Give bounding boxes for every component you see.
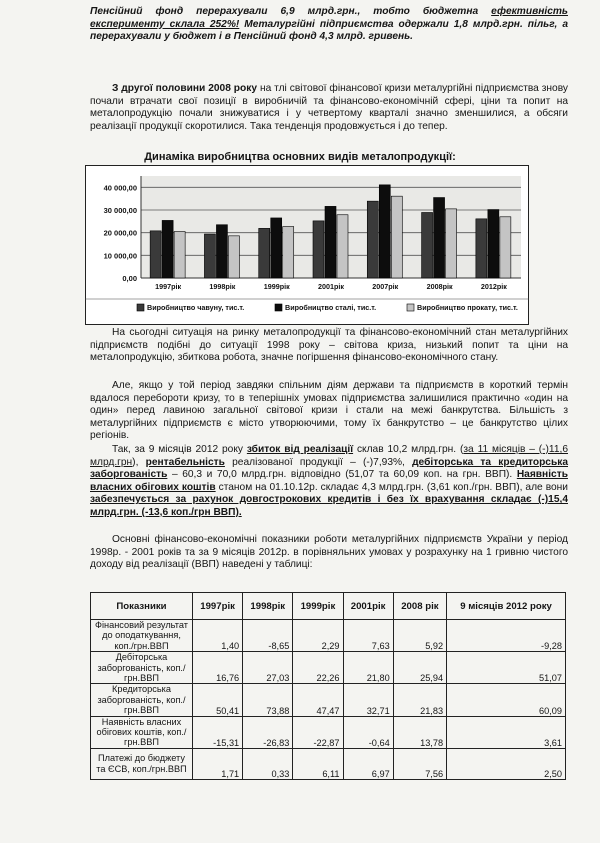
table-cell: 7,63 xyxy=(343,620,393,652)
table-cell: -15,31 xyxy=(193,716,243,748)
table-cell: 73,88 xyxy=(243,684,293,716)
table-cell: 5,92 xyxy=(393,620,446,652)
row-label: Наявність власних обігових коштів, коп./грн.ВВП xyxy=(91,716,193,748)
table-cell: 7,56 xyxy=(393,748,446,779)
x-tick-label: 2008рік xyxy=(426,282,453,291)
y-tick-label: 30 000,00 xyxy=(103,206,137,215)
table-cell: -8,65 xyxy=(243,620,293,652)
header-1998: 1998рік xyxy=(243,593,293,620)
crisis-lead: З другої половини 2008 року xyxy=(112,83,257,94)
results-credit-note: забезпечується за рахунок довгострокових кредитів і без їх врахування складає (-)15,4 млрд.грн. (-13,6 коп./грн ВВП). xyxy=(90,494,568,518)
bar xyxy=(337,215,348,278)
legend-label: Виробництво чавуну, тис.т. xyxy=(147,303,245,312)
header-1997: 1997рік xyxy=(193,593,243,620)
intro-sentence-2: Металургійні підприємства одержали 1,8 млрд.грн. пільг, а перерахували у бюджет і в Пенсійний фонд 4,3 млрд. гривень. xyxy=(90,18,568,43)
results-working-capital-value: станом на 01.10.12р. складає 4,3 млрд.грн. (3,61 коп./грн. ВВП), але вони xyxy=(218,481,568,493)
bar xyxy=(391,196,402,278)
table-cell: -22,87 xyxy=(293,716,343,748)
bar xyxy=(488,210,499,278)
table-cell: 1,71 xyxy=(193,748,243,779)
y-tick-label: 40 000,00 xyxy=(103,183,137,193)
legend-swatch xyxy=(137,304,144,311)
bar xyxy=(422,212,433,278)
bar xyxy=(283,227,294,278)
header-2008: 2008 рік xyxy=(393,593,446,620)
header-2001: 2001рік xyxy=(343,593,393,620)
bar xyxy=(367,201,378,278)
paragraph-crisis-2008 xyxy=(90,83,568,133)
table-cell: 50,41 xyxy=(193,684,243,716)
table-cell: 3,61 xyxy=(447,716,566,748)
bar xyxy=(379,185,390,278)
bar xyxy=(434,198,445,278)
table-cell: 16,76 xyxy=(193,652,243,684)
row-label: Платежі до бюджету та ЄСВ, коп./грн.ВВП xyxy=(91,748,193,779)
y-tick-label: 0,00 xyxy=(122,274,137,283)
production-chart xyxy=(85,165,529,325)
table-cell: 6,97 xyxy=(343,748,393,779)
y-tick-label: 10 000,00 xyxy=(103,251,137,261)
x-tick-label: 1999рік xyxy=(263,282,290,291)
legend-swatch xyxy=(407,304,414,311)
results-paren-close: ), xyxy=(132,456,139,468)
intro-sentence-1: Пенсійний фонд перерахували 6,9 млрд.грн., тобто бюджетна xyxy=(90,6,479,17)
table-cell: 13,78 xyxy=(393,716,446,748)
table-cell: -0,64 xyxy=(343,716,393,748)
x-tick-label: 1997рік xyxy=(155,282,182,291)
paragraph-2012-results xyxy=(90,444,568,520)
table-cell: 2,50 xyxy=(447,748,566,779)
bar xyxy=(476,219,487,278)
bar xyxy=(174,232,185,278)
results-working-capital-label: Наявність власних обігових коштів xyxy=(90,469,568,493)
table-cell: 60,09 xyxy=(447,684,566,716)
table-cell: 27,03 xyxy=(243,652,293,684)
results-loss-value: склав 10,2 млрд.грн. ( xyxy=(356,444,464,455)
x-tick-label: 2012рік xyxy=(480,282,507,291)
row-label: Дебіторська заборгованість, коп./грн.ВВП xyxy=(91,652,193,684)
bar xyxy=(313,221,324,278)
bar xyxy=(216,225,227,278)
table-cell: 0,33 xyxy=(243,748,293,779)
results-prefix: Так, за 9 місяців 2012 року xyxy=(112,444,243,455)
legend-swatch xyxy=(275,304,282,311)
table-row xyxy=(91,652,566,684)
table-cell: 22,26 xyxy=(293,652,343,684)
bar xyxy=(259,228,270,278)
results-loss-label: збиток від реалізації xyxy=(246,444,354,455)
table-cell: 21,80 xyxy=(343,652,393,684)
bar xyxy=(150,231,161,278)
results-profitability-label: рентабельність xyxy=(145,456,225,468)
results-receivables-value: – 60,3 и 70,0 млрд.грн. відповідно (51,07 та 60,09 коп. на грн. ВВП). xyxy=(171,469,513,481)
legend-label: Виробництво прокату, тис.т. xyxy=(417,303,518,312)
x-tick-label: 1998рік xyxy=(209,282,236,291)
row-label: Кредиторська заборгованість, коп./грн.ВВП xyxy=(91,684,193,716)
table-cell: 21,83 xyxy=(393,684,446,716)
paragraph-bankruptcy-risk: Але, якщо у той період завдяки спільним діям держави та підприємств в короткий термін вдалося перебороти кризу, то в теперішніх умовах підприємства залишилися практично «один на один» перед лавиною загальної світової кризи і стали на межі банкрутства. Більшість з металургійних підприємств є місто утворюючими, тому їх банкрутство – це банкрутство цілих регіонів. xyxy=(90,380,568,442)
table-cell: 6,11 xyxy=(293,748,343,779)
table-header-row xyxy=(91,593,566,620)
header-1999: 1999рік xyxy=(293,593,343,620)
indicators-table xyxy=(90,592,566,780)
table-cell: -9,28 xyxy=(447,620,566,652)
bar xyxy=(446,209,457,278)
bar xyxy=(228,236,239,278)
intro-efficiency-highlight: ефективність експерименту склала 252%! xyxy=(90,6,568,30)
header-9m-2012: 9 місяців 2012 року xyxy=(447,593,566,620)
bar xyxy=(162,220,173,278)
paragraph-table-intro: Основні фінансово-економічні показники роботи металургійних підприємств України у період 1998р. - 2001 років та за 9 місяців 2012р. в порівняльних умовах у розрахунку на 1 гривню чистого доходу від реалізації (ВВП) наведені у таблиці: xyxy=(90,534,568,571)
header-indicators: Показники xyxy=(91,593,193,620)
bar xyxy=(325,206,336,278)
table-row xyxy=(91,684,566,716)
y-tick-label: 20 000,00 xyxy=(103,228,137,238)
table-cell: 51,07 xyxy=(447,652,566,684)
table-cell: 25,94 xyxy=(393,652,446,684)
table-row xyxy=(91,620,566,652)
chart-title: Динаміка виробництва основних видів металопродукції: xyxy=(144,151,456,163)
table-row xyxy=(91,748,566,779)
row-label: Фінансовий результат до оподаткування, коп./грн.ВВП xyxy=(91,620,193,652)
bar xyxy=(271,218,282,278)
bar xyxy=(500,217,511,278)
table-cell: 1,40 xyxy=(193,620,243,652)
table-cell: -26,83 xyxy=(243,716,293,748)
results-profitability-value: реалізованої продукції – (-)7,93%, xyxy=(232,456,405,468)
legend-label: Виробництво сталі, тис.т. xyxy=(285,303,377,312)
results-11-months: за 11 місяців – (-)11,6 млрд.грн xyxy=(90,444,568,468)
paragraph-intro xyxy=(90,6,568,44)
table-cell: 2,29 xyxy=(293,620,343,652)
x-tick-label: 2001рік xyxy=(318,282,344,291)
paragraph-current-situation: На сьогодні ситуація на ринку металопродукції та фінансово-економічний стан металургійних підприємств подібні до ситуації 1998 року – світова криза, низький попит та ціни на металопродукцію, збиткова робота, значне погіршення фінансово-економічного стану. xyxy=(90,327,568,364)
x-tick-label: 2007рік xyxy=(372,282,399,291)
table-row xyxy=(91,716,566,748)
table-cell: 47,47 xyxy=(293,684,343,716)
bar xyxy=(204,234,215,278)
results-receivables-label: дебіторська та кредиторська заборгованість xyxy=(90,456,568,481)
table-cell: 32,71 xyxy=(343,684,393,716)
crisis-text: на тлі світової фінансової кризи металургійні підприємства знову почали втрачати свої позиції в виробничій та фінансово-економічній сфері, ціни та попит на металопродукцію почали знижуватися і у четвертому кварталі значно зменшилися, а обсяги реалізації продукції скоротилися. Така тенденція продовжується і до тепер. xyxy=(90,83,568,132)
